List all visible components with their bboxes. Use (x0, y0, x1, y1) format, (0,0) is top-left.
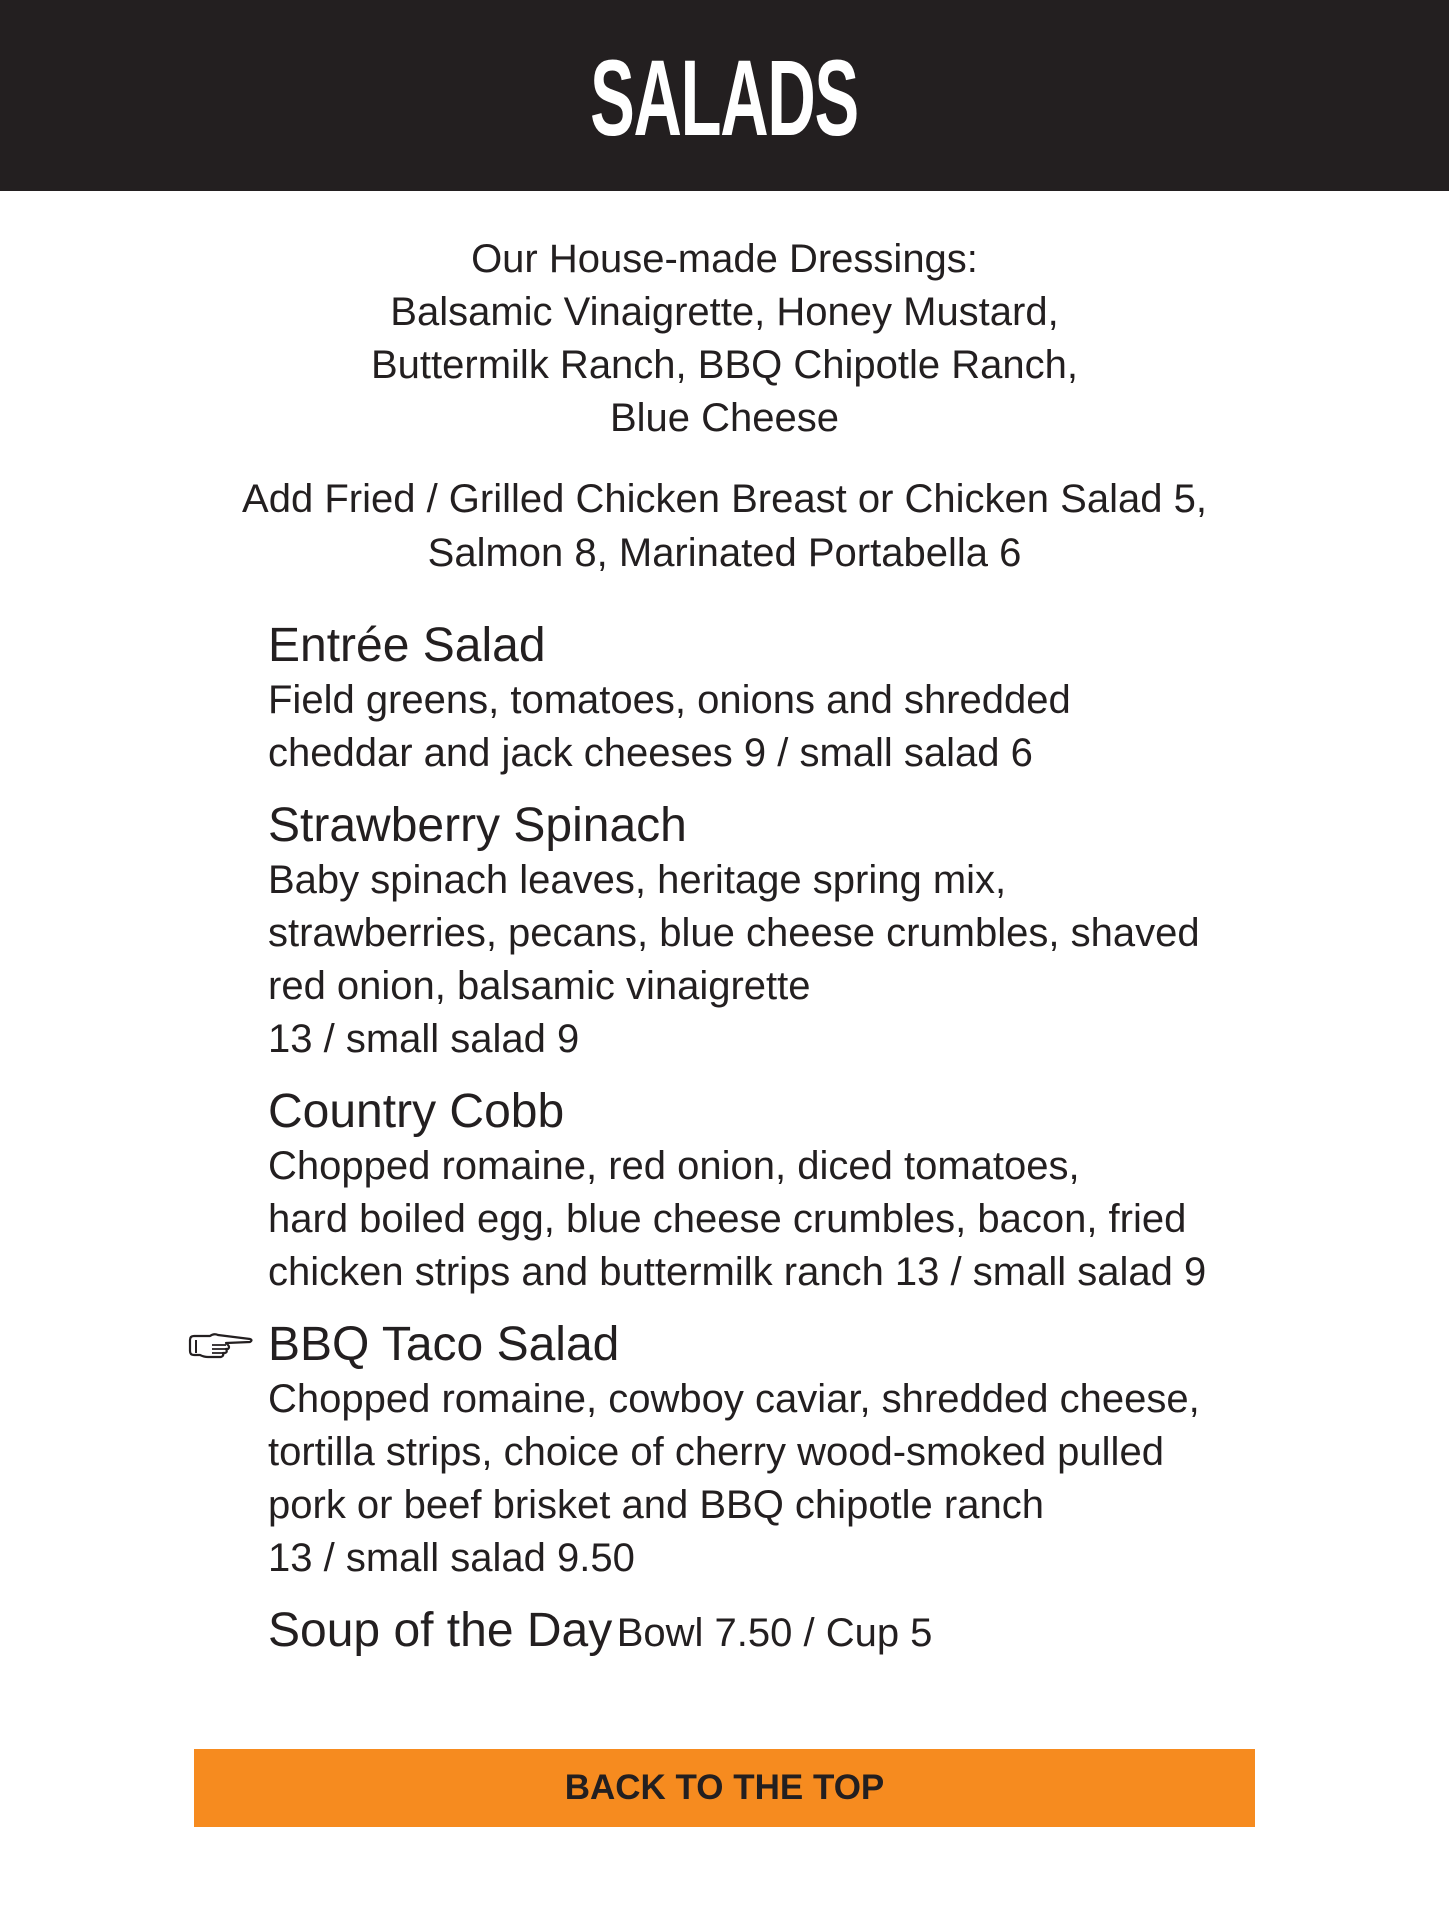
menu-item-description (268, 1373, 1278, 1585)
menu-item (268, 1317, 1278, 1585)
description-line: hard boiled egg, blue cheese crumbles, bacon, fried (268, 1197, 1187, 1241)
description-line: strawberries, pecans, blue cheese crumbles, shaved (268, 911, 1200, 955)
menu-item (268, 1084, 1278, 1299)
menu-item-name: BBQ Taco Salad (268, 1318, 620, 1371)
dressings-info (0, 233, 1449, 445)
menu-item-name: Country Cobb (268, 1085, 565, 1138)
menu-item-description (268, 674, 1278, 780)
pointing-hand-icon (188, 1331, 254, 1361)
description-line: 13 / small salad 9.50 (268, 1536, 635, 1580)
description-line: cheddar and jack cheeses 9 / small salad 6 (268, 731, 1033, 775)
page-title: SALADS (590, 36, 859, 158)
page-header (0, 0, 1449, 191)
menu-item (268, 618, 1278, 780)
dressings-line: Blue Cheese (609, 396, 840, 440)
menu-item-description (268, 854, 1278, 1066)
description-line: Chopped romaine, red onion, diced tomatoes, (268, 1144, 1080, 1188)
description-line: red onion, balsamic vinaigrette (268, 964, 811, 1008)
dressings-line: Buttermilk Ranch, BBQ Chipotle Ranch, (371, 343, 1078, 387)
menu-item-name: Strawberry Spinach (268, 799, 687, 852)
salad-menu (268, 618, 1278, 1661)
soup-name: Soup of the Day (268, 1604, 613, 1657)
menu-item (268, 798, 1278, 1066)
dressings-line: Our House-made Dressings: (471, 237, 978, 281)
menu-item-description (268, 1140, 1278, 1299)
description-line: 13 / small salad 9 (268, 1017, 580, 1061)
addons-line: Add Fried / Grilled Chicken Breast or Chicken Salad 5, (242, 477, 1207, 521)
description-line: Field greens, tomatoes, onions and shredded (268, 678, 1071, 722)
soup-price: Bowl 7.50 / Cup 5 (616, 1611, 933, 1655)
description-line: Baby spinach leaves, heritage spring mix, (268, 858, 1007, 902)
description-line: chicken strips and buttermilk ranch 13 / small salad 9 (268, 1250, 1207, 1294)
addons-line: Salmon 8, Marinated Portabella 6 (427, 531, 1022, 575)
description-line: pork or beef brisket and BBQ chipotle ranch (268, 1483, 1044, 1527)
description-line: tortilla strips, choice of cherry wood-smoked pulled (268, 1430, 1164, 1474)
description-line: Chopped romaine, cowboy caviar, shredded cheese, (268, 1377, 1200, 1421)
addons-info (0, 472, 1449, 580)
soup-item (268, 1603, 1278, 1661)
dressings-line: Balsamic Vinaigrette, Honey Mustard, (390, 290, 1059, 334)
menu-item-name: Entrée Salad (268, 619, 546, 672)
back-to-top-button[interactable]: BACK TO THE TOP (194, 1749, 1255, 1827)
